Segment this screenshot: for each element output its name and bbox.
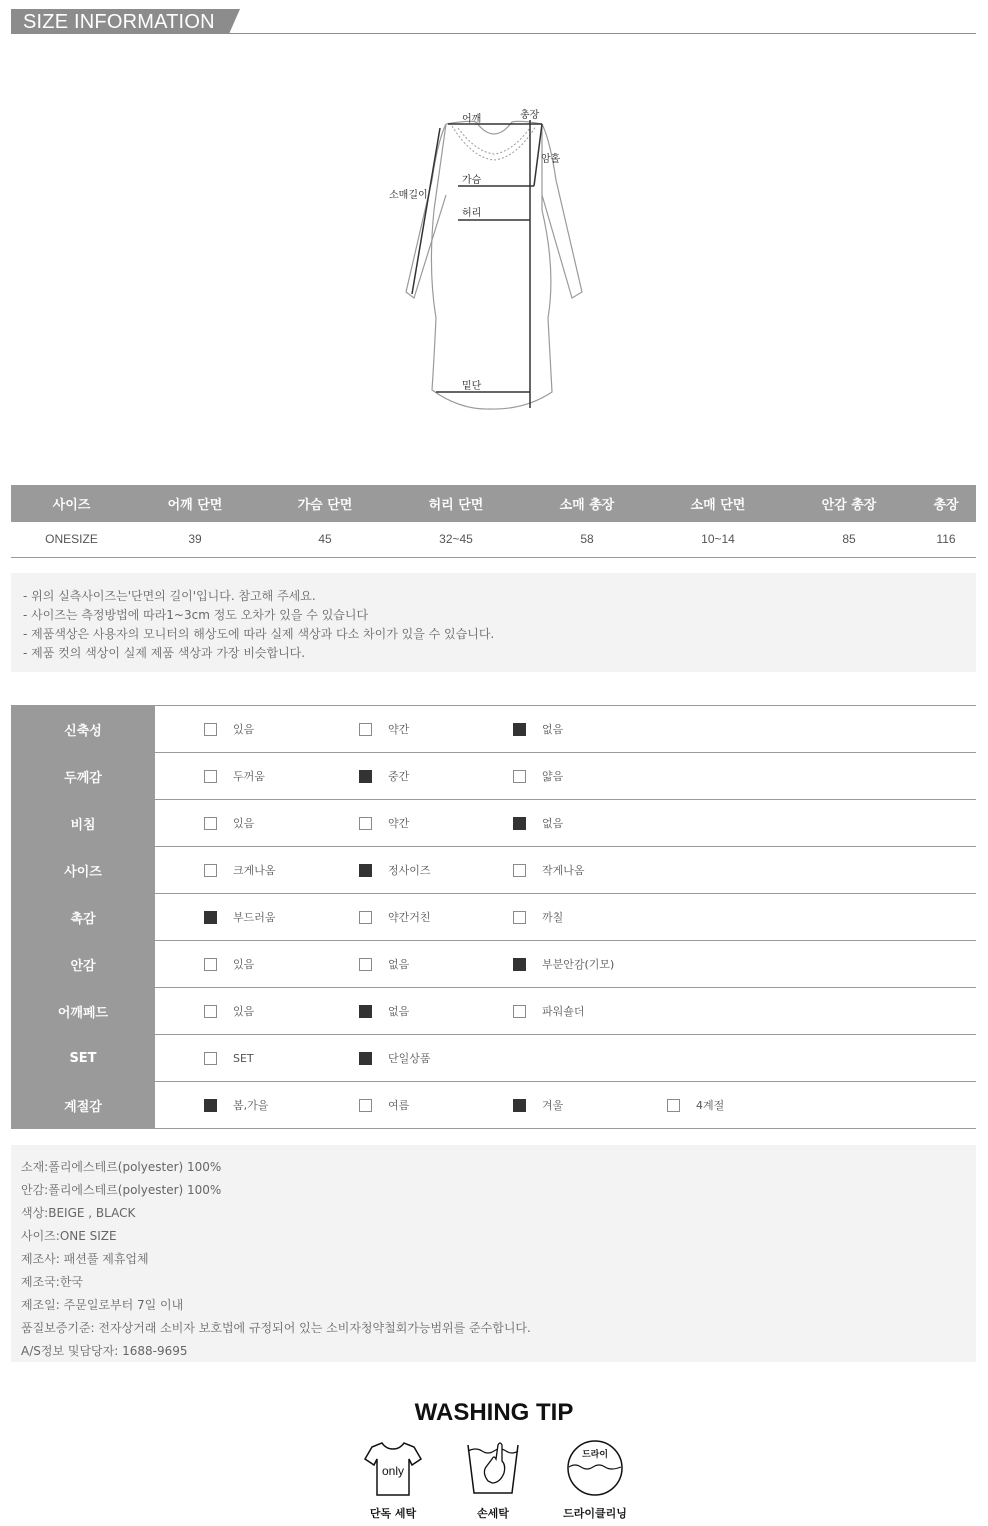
info-line: 안감:폴리에스테르(polyester) 100% (21, 1183, 222, 1197)
attribute-option: 있음 (204, 941, 254, 987)
attribute-label: 계절감 (11, 1082, 155, 1128)
checkbox (513, 1005, 526, 1018)
attribute-row-lining (11, 941, 976, 988)
size-table-header: 소매 총장 (520, 485, 654, 522)
attribute-label: 촉감 (11, 894, 155, 940)
table-row (11, 522, 976, 557)
attribute-row-see-through (11, 800, 976, 847)
attribute-option: 약간 (359, 800, 409, 846)
checkbox (359, 1099, 372, 1112)
note-line: - 제품 컷의 색상이 실제 제품 색상과 가장 비슷합니다. (23, 646, 306, 660)
info-line: 색상:BEIGE , BLACK (21, 1206, 136, 1220)
attribute-row-thickness (11, 753, 976, 800)
checkbox-checked (359, 1052, 372, 1065)
dress-outline-illustration (380, 100, 610, 420)
attribute-row-season (11, 1082, 976, 1129)
checkbox (204, 770, 217, 783)
washing-item-dry-clean (558, 1437, 632, 1521)
table-cell: 45 (258, 522, 392, 557)
attribute-option: 여름 (359, 1082, 409, 1128)
attribute-option: 파워숄더 (513, 988, 585, 1034)
attribute-option: 겨울 (513, 1082, 563, 1128)
info-line: 제조일: 주문일로부터 7일 이내 (21, 1298, 184, 1312)
checkbox-checked (204, 1099, 217, 1112)
section-title: SIZE INFORMATION (11, 9, 229, 34)
checkbox (204, 864, 217, 877)
attribute-row-size (11, 847, 976, 894)
checkbox (204, 817, 217, 830)
svg-text:only: only (381, 1464, 405, 1478)
product-info (11, 1145, 976, 1362)
attribute-option: 있음 (204, 800, 254, 846)
table-cell: 85 (782, 522, 916, 557)
table-cell: 39 (132, 522, 258, 557)
attribute-option: 단일상품 (359, 1035, 431, 1081)
checkbox-checked (513, 723, 526, 736)
checkbox (204, 1005, 217, 1018)
note-line: - 제품색상은 사용자의 모니터의 해상도에 따라 실제 색상과 다소 차이가 있을 수 있습니다. (23, 627, 495, 641)
checkbox (513, 770, 526, 783)
checkbox (513, 864, 526, 877)
attribute-option: 없음 (513, 800, 563, 846)
size-table-header: 소매 단면 (654, 485, 782, 522)
checkbox (359, 911, 372, 924)
attribute-option: SET (204, 1035, 254, 1081)
checkbox (359, 817, 372, 830)
checkbox (204, 1052, 217, 1065)
attribute-table (11, 705, 976, 1129)
washing-tip-title: WASHING TIP (414, 1399, 574, 1426)
checkbox (667, 1099, 680, 1112)
info-line: 제조사: 패션풀 제휴업체 (21, 1252, 149, 1266)
size-table-header: 가슴 단면 (258, 485, 392, 522)
table-cell: 58 (520, 522, 654, 557)
measurement-diagram (380, 100, 610, 420)
checkbox-checked (359, 770, 372, 783)
info-line: 소재:폴리에스테르(polyester) 100% (21, 1160, 222, 1174)
table-cell: 116 (916, 522, 976, 557)
attribute-option: 4계절 (667, 1082, 724, 1128)
checkbox (359, 723, 372, 736)
attribute-option: 없음 (359, 988, 409, 1034)
note-line: - 위의 실측사이즈는'단면의 길이'입니다. 참고해 주세요. (23, 589, 316, 603)
attribute-option: 얇음 (513, 753, 563, 799)
size-table (11, 485, 976, 558)
table-cell: ONESIZE (11, 522, 132, 557)
checkbox (359, 958, 372, 971)
checkbox-checked (513, 958, 526, 971)
attribute-label: 두께감 (11, 753, 155, 799)
attribute-option: 두꺼움 (204, 753, 265, 799)
checkbox-checked (204, 911, 217, 924)
attribute-row-set (11, 1035, 976, 1082)
attribute-label: 사이즈 (11, 847, 155, 893)
size-table-header: 사이즈 (11, 485, 132, 522)
attribute-label: 비침 (11, 800, 155, 846)
label-total-length: 총장 (520, 110, 540, 121)
washing-item-hand-wash (458, 1437, 528, 1521)
label-waist: 허리 (462, 208, 482, 219)
info-line: A/S정보 및담당자: 1688-9695 (21, 1344, 188, 1358)
table-cell: 32~45 (392, 522, 520, 557)
section-header (11, 9, 976, 34)
attribute-row-shoulder-pad (11, 988, 976, 1035)
attribute-label: 어깨페드 (11, 988, 155, 1034)
attribute-option: 있음 (204, 988, 254, 1034)
section-title-tab-tail (229, 9, 240, 34)
label-armhole: 암홀 (541, 154, 561, 165)
attribute-option: 정사이즈 (359, 847, 431, 893)
size-table-header: 어깨 단면 (132, 485, 258, 522)
label-sleeve-length: 소매길이 (389, 190, 428, 201)
label-hem: 밑단 (462, 381, 482, 392)
note-line: - 사이즈는 측정방법에 따라1~3cm 정도 오차가 있을 수 있습니다 (23, 608, 369, 622)
label-chest: 가슴 (462, 175, 482, 186)
attribute-option: 까칠 (513, 894, 563, 940)
attribute-option: 중간 (359, 753, 409, 799)
sleeve-length-line (412, 128, 440, 294)
attribute-label: 신축성 (11, 706, 155, 752)
attribute-option: 작게나옴 (513, 847, 585, 893)
attribute-label: SET (11, 1035, 155, 1081)
attribute-option: 없음 (359, 941, 409, 987)
size-table-header: 총장 (916, 485, 976, 522)
info-line: 사이즈:ONE SIZE (21, 1229, 117, 1243)
attribute-option: 부드러움 (204, 894, 276, 940)
checkbox-checked (359, 1005, 372, 1018)
checkbox-checked (513, 1099, 526, 1112)
size-table-header-row (11, 485, 976, 522)
attribute-option: 부분안감(기모) (513, 941, 614, 987)
checkbox-checked (359, 864, 372, 877)
svg-text:드라이: 드라이 (581, 1450, 609, 1460)
hand-wash-icon (462, 1437, 524, 1499)
attribute-row-touch (11, 894, 976, 941)
size-table-header: 허리 단면 (392, 485, 520, 522)
attribute-option: 크게나옴 (204, 847, 276, 893)
washing-caption: 단독 세탁 (369, 1507, 417, 1520)
dry-clean-icon (564, 1437, 626, 1499)
checkbox (204, 723, 217, 736)
table-cell: 10~14 (654, 522, 782, 557)
washing-caption: 드라이클리닝 (563, 1507, 627, 1520)
attribute-label: 안감 (11, 941, 155, 987)
size-table-header: 안감 총장 (782, 485, 916, 522)
attribute-option: 약간 (359, 706, 409, 752)
attribute-option: 봄,가을 (204, 1082, 268, 1128)
checkbox (204, 958, 217, 971)
attribute-option: 있음 (204, 706, 254, 752)
checkbox (513, 911, 526, 924)
attribute-row-stretch (11, 706, 976, 753)
info-line: 품질보증기준: 전자상거래 소비자 보호법에 규정되어 있는 소비자청약철회가능범위를 준수합니다. (21, 1321, 531, 1335)
checkbox-checked (513, 817, 526, 830)
attribute-option: 약간거친 (359, 894, 431, 940)
washing-caption: 손세탁 (477, 1507, 509, 1520)
washing-item-separate (358, 1437, 428, 1521)
size-notes (11, 573, 976, 672)
attribute-option: 없음 (513, 706, 563, 752)
label-shoulder: 어깨 (462, 114, 482, 125)
info-line: 제조국:한국 (21, 1275, 84, 1289)
shirt-only-icon (362, 1437, 424, 1499)
